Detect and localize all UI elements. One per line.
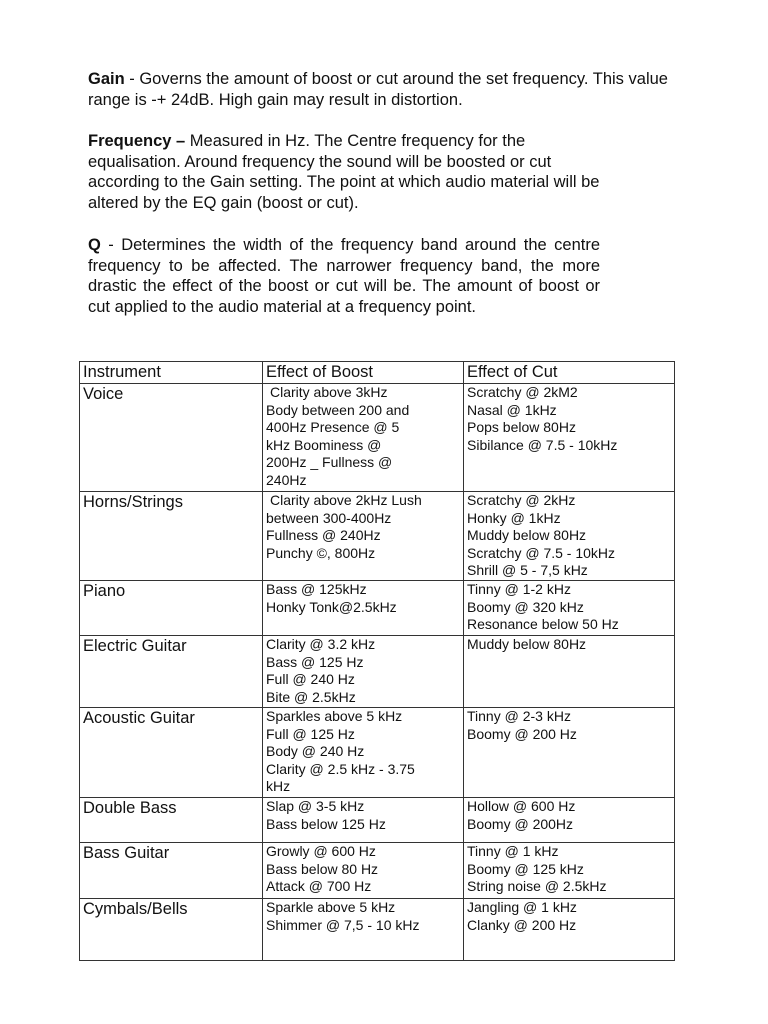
boost-line: Punchy ©, 800Hz — [266, 544, 376, 561]
cut-line: Clanky @ 200 Hz — [467, 916, 577, 933]
boost-cell — [263, 384, 464, 492]
instrument-cell: Acoustic Guitar — [80, 708, 263, 798]
header-cut: Effect of Cut — [464, 362, 675, 384]
cut-line: Resonance below 50 Hz — [467, 616, 619, 633]
cut-cell — [464, 581, 675, 636]
cut-line: Nasal @ 1kHz — [467, 401, 557, 418]
cut-line: Muddy below 80Hz — [467, 636, 587, 652]
cut-line: Tinny @ 1-2 kHz — [467, 581, 571, 597]
cut-line: Boomy @ 200 Hz — [467, 725, 577, 742]
boost-line: Shimmer @ 7,5 - 10 kHz — [266, 916, 420, 933]
boost-line: Slap @ 3-5 kHz — [266, 798, 365, 814]
boost-line: Full @ 240 Hz — [266, 671, 355, 688]
table-row — [80, 798, 675, 843]
cut-line: Tinny @ 2-3 kHz — [467, 708, 571, 724]
instrument-cell: Horns/Strings — [80, 492, 263, 581]
cut-line: Pops below 80Hz — [467, 419, 576, 436]
cut-line: Muddy below 80Hz — [467, 527, 587, 544]
boost-line: Sparkle above 5 kHz — [266, 899, 396, 915]
cut-cell — [464, 899, 675, 961]
boost-cell — [263, 636, 464, 708]
table-row — [80, 708, 675, 798]
cut-line: Hollow @ 600 Hz — [467, 798, 576, 814]
boost-line: Full @ 125 Hz — [266, 725, 355, 742]
cut-line: Scratchy @ 7.5 - 10kHz — [467, 544, 616, 561]
q-text: - Determines the width of the frequency band around the centre frequency to be affected. The narrower frequency band, the more drastic the effect of the boost or cut will be. The amount of boost or cut applied to the audio material at a frequency point. — [88, 236, 600, 316]
table-row — [80, 492, 675, 581]
boost-cell — [263, 492, 464, 581]
boost-line: 240Hz — [266, 471, 307, 488]
boost-line: Body @ 240 Hz — [266, 743, 365, 760]
cut-cell — [464, 492, 675, 581]
cut-cell — [464, 708, 675, 798]
boost-cell — [263, 899, 464, 961]
boost-cell — [263, 798, 464, 843]
cut-line: Boomy @ 320 kHz — [467, 598, 584, 615]
instrument-cell: Bass Guitar — [80, 843, 263, 899]
cut-line: Boomy @ 200Hz — [467, 815, 574, 832]
boost-line: Attack @ 700 Hz — [266, 878, 372, 895]
gain-paragraph — [88, 69, 688, 110]
boost-line: between 300-400Hz — [266, 509, 392, 526]
cut-line: String noise @ 2.5kHz — [467, 878, 607, 895]
q-term: Q — [88, 236, 101, 254]
boost-line: Bite @ 2.5kHz — [266, 688, 356, 705]
boost-line: 400Hz Presence @ 5 — [266, 419, 400, 436]
boost-line: Clarity above 2kHz Lush — [270, 492, 422, 508]
boost-line: Clarity @ 2.5 kHz - 3.75 — [266, 760, 415, 777]
instrument-cell: Cymbals/Bells — [80, 899, 263, 961]
cut-line: Tinny @ 1 kHz — [467, 843, 559, 859]
boost-line: Sparkles above 5 kHz — [266, 708, 403, 724]
table-row — [80, 636, 675, 708]
table-row — [80, 843, 675, 899]
header-instrument: Instrument — [80, 362, 263, 384]
cut-line: Honky @ 1kHz — [467, 509, 561, 526]
boost-line: Clarity above 3kHz — [270, 384, 388, 400]
boost-line: Bass below 125 Hz — [266, 815, 386, 832]
boost-line: Body between 200 and — [266, 401, 410, 418]
boost-cell — [263, 581, 464, 636]
frequency-term: Frequency – — [88, 132, 186, 150]
cut-cell — [464, 636, 675, 708]
boost-cell — [263, 843, 464, 899]
instrument-cell: Electric Guitar — [80, 636, 263, 708]
table-header-row — [80, 362, 675, 384]
cut-cell — [464, 843, 675, 899]
boost-line: Clarity @ 3.2 kHz — [266, 636, 376, 652]
boost-line: Fullness @ 240Hz — [266, 527, 381, 544]
boost-line: Bass below 80 Hz — [266, 860, 379, 877]
frequency-paragraph — [88, 131, 600, 213]
cut-line: Sibilance @ 7.5 - 10kHz — [467, 436, 618, 453]
cut-line: Scratchy @ 2kHz — [467, 492, 576, 508]
instrument-cell: Piano — [80, 581, 263, 636]
boost-line: kHz Boominess @ — [266, 436, 382, 453]
boost-line: Growly @ 600 Hz — [266, 843, 376, 859]
cut-line: Jangling @ 1 kHz — [467, 899, 577, 915]
cut-cell — [464, 798, 675, 843]
table-row — [80, 384, 675, 492]
boost-line: 200Hz _ Fullness @ — [266, 454, 393, 471]
eq-table — [79, 361, 675, 961]
gain-term: Gain — [88, 70, 125, 88]
boost-line: kHz — [266, 778, 291, 795]
cut-line: Shrill @ 5 - 7,5 kHz — [467, 562, 588, 579]
cut-line: Scratchy @ 2kM2 — [467, 384, 578, 400]
table-row — [80, 581, 675, 636]
instrument-cell: Voice — [80, 384, 263, 492]
table-row — [80, 899, 675, 961]
boost-line: Honky Tonk@2.5kHz — [266, 598, 397, 615]
instrument-cell: Double Bass — [80, 798, 263, 843]
boost-cell — [263, 708, 464, 798]
boost-line: Bass @ 125 Hz — [266, 653, 364, 670]
q-paragraph — [88, 235, 600, 317]
gain-text: - Governs the amount of boost or cut around the set frequency. This value range is -+ 24dB. High gain may result in distortion. — [88, 70, 668, 109]
header-boost: Effect of Boost — [263, 362, 464, 384]
cut-line: Boomy @ 125 kHz — [467, 860, 584, 877]
boost-line: Bass @ 125kHz — [266, 581, 367, 597]
cut-cell — [464, 384, 675, 492]
frequency-text: Measured in Hz. The Centre frequency for the equalisation. Around frequency the sound will be boosted or cut according to the Gain setting. The point at which audio material will be altered by the EQ gain (boost or cut). — [88, 132, 600, 212]
